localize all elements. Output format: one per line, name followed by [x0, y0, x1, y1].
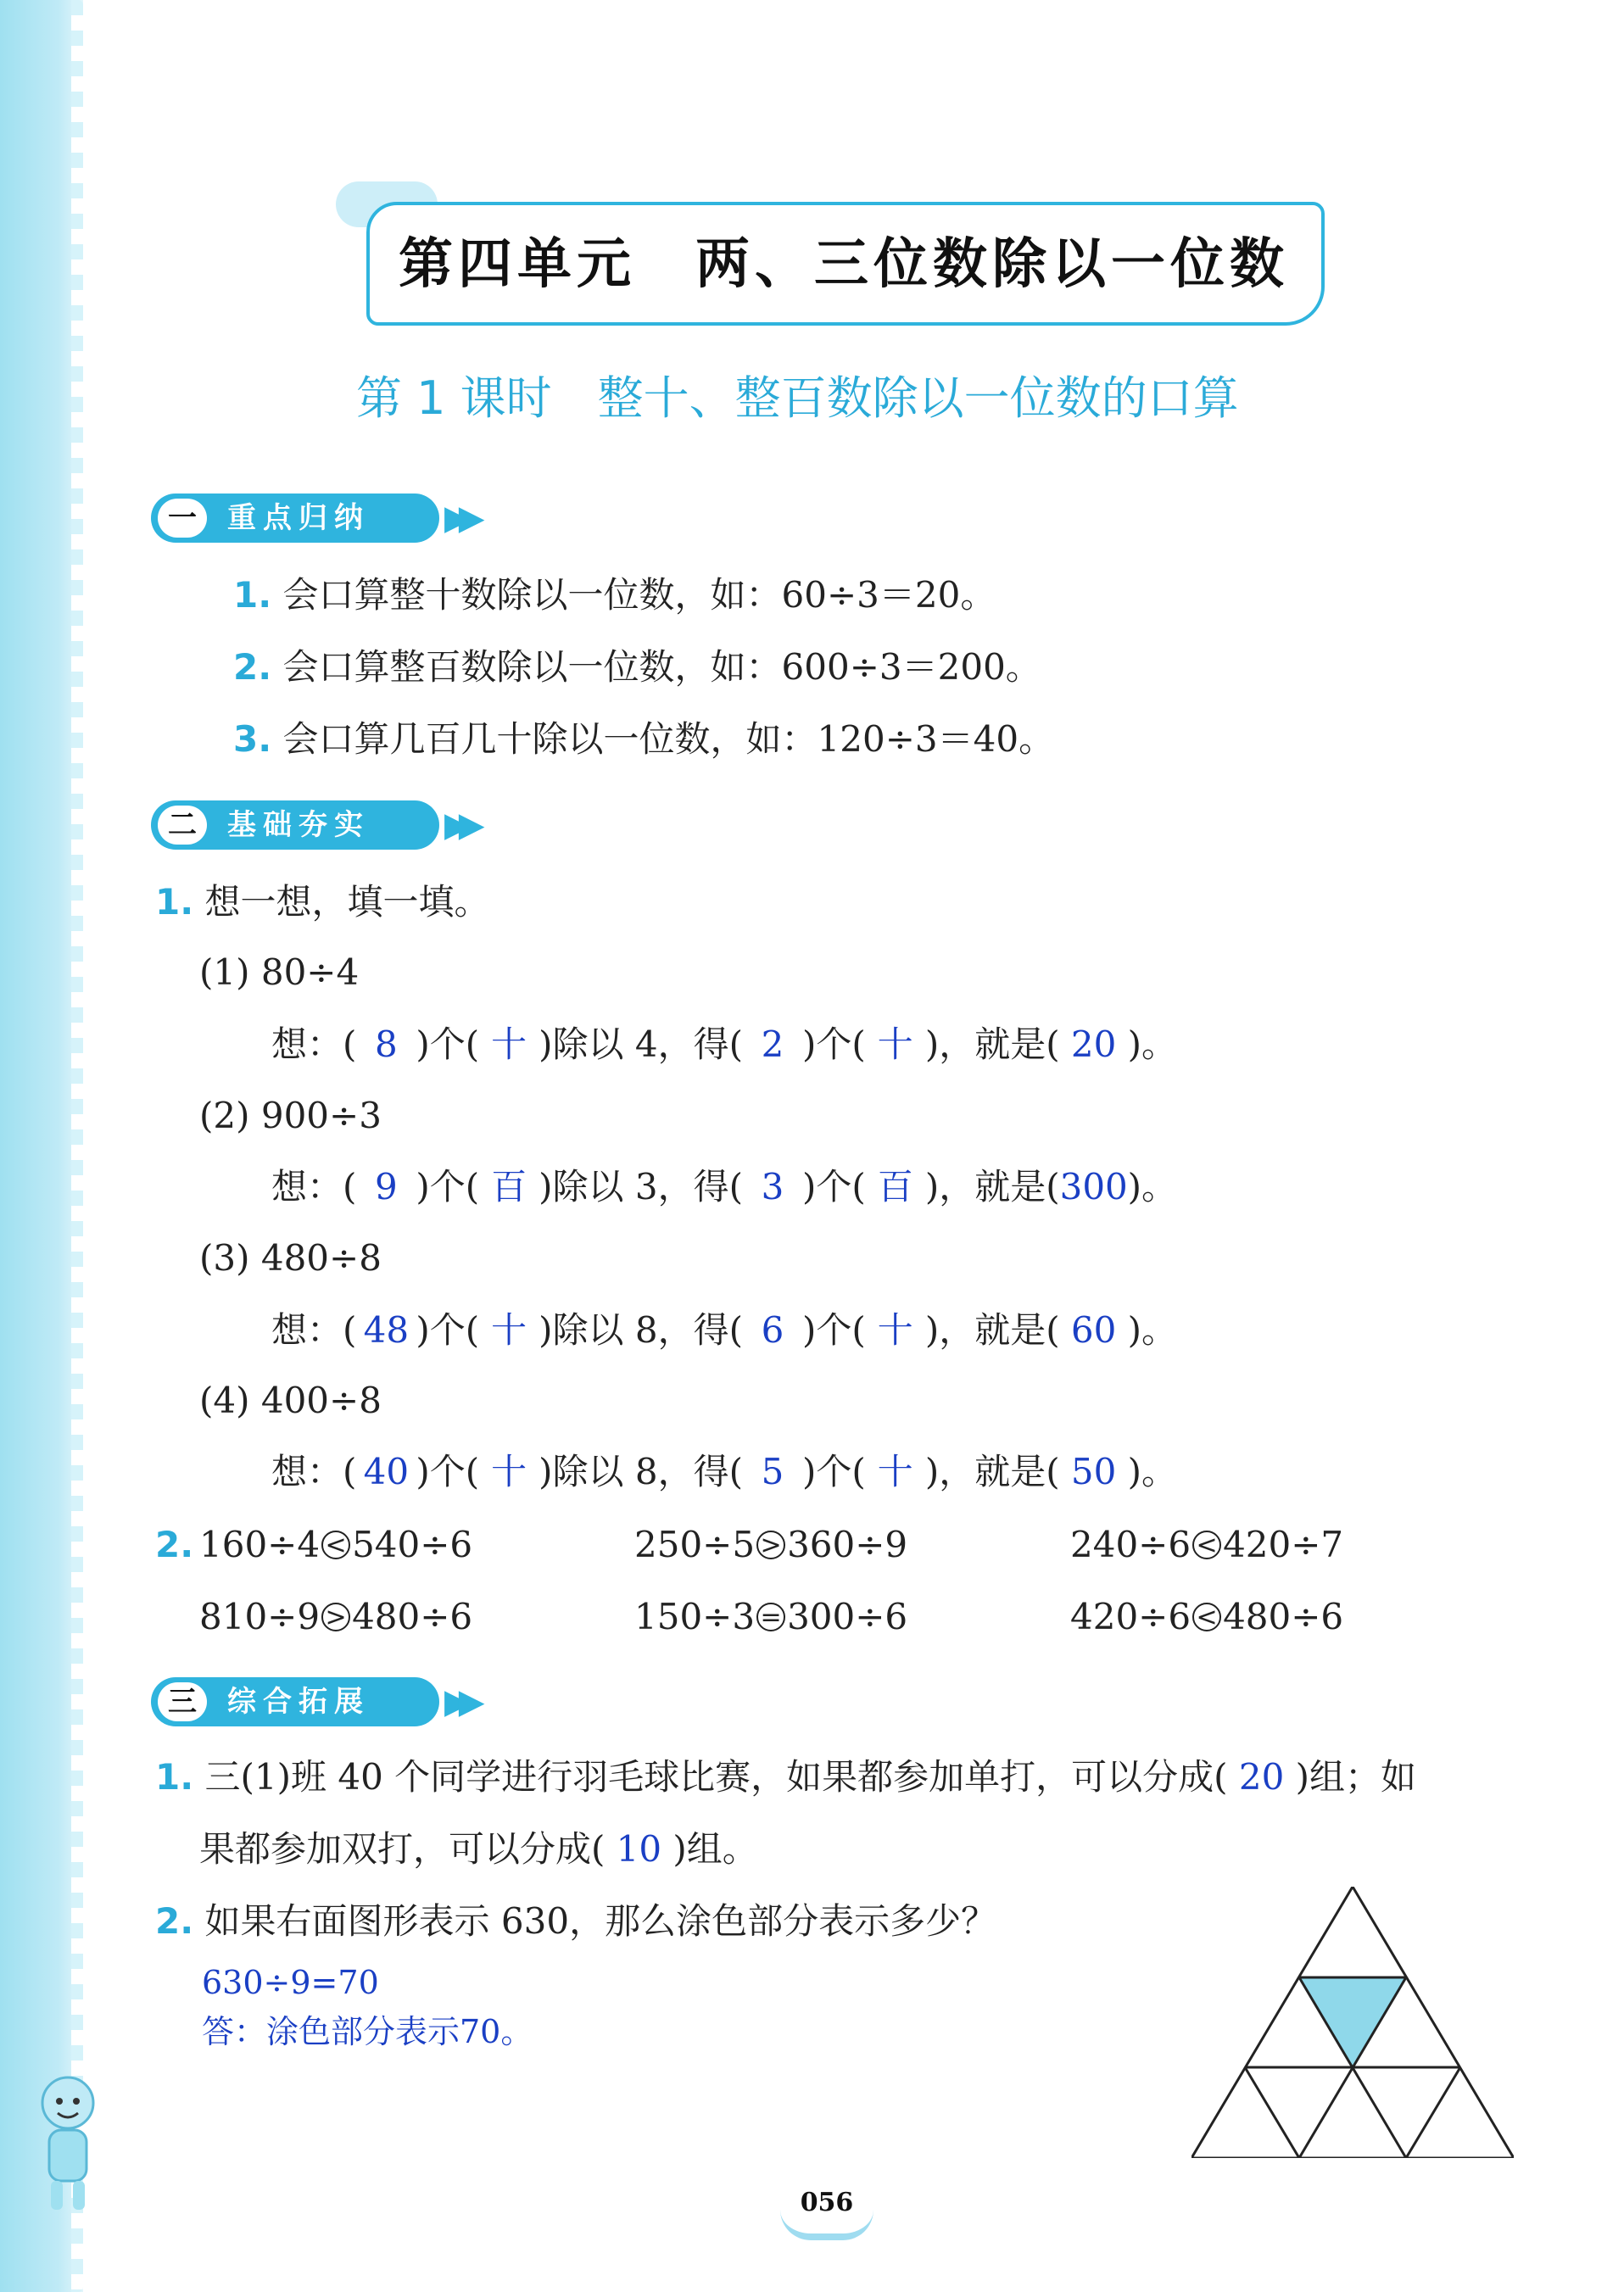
comparison-circle[interactable]: < [1192, 1531, 1221, 1559]
answer-blank[interactable]: 十 [491, 1309, 527, 1351]
comparison-circle[interactable]: > [321, 1603, 350, 1631]
item-number: 1. [233, 574, 272, 616]
key-point-3 [233, 714, 1054, 765]
section-label: 重点归纳 [227, 501, 370, 535]
section-header-extend [151, 1677, 490, 1726]
basic-q1-prompt [155, 877, 490, 928]
basic-q2-number [155, 1520, 193, 1570]
answer-blank[interactable]: 3 [761, 1166, 784, 1207]
page-number: 056 [800, 2188, 854, 2217]
answer-blank[interactable]: 百 [877, 1166, 913, 1207]
question-number: 1. [155, 881, 194, 923]
answer-blank[interactable]: 十 [491, 1451, 527, 1492]
comparison-circle[interactable]: < [1192, 1603, 1221, 1631]
answer-blank[interactable]: 40 [363, 1451, 410, 1492]
q1-item-1-think: 想：( 8 )个( 十 )除以 4，得( 2 )个( 十 )，就是( 20 )。 [271, 1019, 1177, 1070]
section-number: 三 [158, 1682, 207, 1721]
section-number: 二 [158, 806, 207, 845]
double-arrow-icon: ▶▶ [444, 499, 473, 538]
grid-line [1406, 2067, 1460, 2158]
answer-blank[interactable]: 十 [877, 1451, 913, 1492]
question-number: 1. [155, 1756, 194, 1798]
lesson-title: 第 1 课时 整十、整百数除以一位数的口算 [356, 371, 1239, 425]
comparison-item: 240÷6 < 420÷7 [1070, 1524, 1344, 1565]
extend-q1-line2: 果都参加双打，可以分成( 10 )组。 [199, 1824, 758, 1875]
q1-item-4-think: 想：( 40 )个( 十 )除以 8，得( 5 )个( 十 )，就是( 50 )。 [271, 1447, 1177, 1497]
extend-q1-line1: 1. 三(1)班 40 个同学进行羽毛球比赛，如果都参加单打，可以分成( 20 )组；如 [155, 1752, 1416, 1803]
answer-blank[interactable]: 48 [363, 1309, 410, 1351]
answer-blank[interactable]: 十 [877, 1023, 913, 1065]
key-point-text: 会口算几百几十除以一位数，如：120÷3＝40。 [282, 718, 1055, 760]
q1-item-2-think: 想：( 9 )个( 百 )除以 3，得( 3 )个( 百 )，就是(300)。 [271, 1162, 1177, 1213]
extend-q2-work: 630÷9=70 [202, 1964, 379, 2001]
grid-line [1245, 2067, 1299, 2158]
answer-blank[interactable]: 2 [761, 1023, 784, 1065]
item-number: 3. [233, 718, 272, 760]
section-label: 基础夯实 [227, 808, 370, 842]
key-point-text: 会口算整十数除以一位数，如：60÷3＝20。 [282, 574, 996, 616]
answer-blank[interactable]: 6 [761, 1309, 784, 1351]
answer-blank[interactable]: 百 [491, 1166, 527, 1207]
question-text: 想一想，填一填。 [204, 881, 490, 923]
answer-blank[interactable]: 50 [1070, 1451, 1117, 1492]
key-point-2 [233, 642, 1041, 693]
section-number: 一 [158, 499, 207, 538]
question-number: 2. [155, 1900, 194, 1942]
triangle-figure [1191, 1887, 1514, 2158]
question-number: 2. [155, 1524, 194, 1565]
comparison-circle[interactable]: > [756, 1531, 785, 1559]
q1-item-4-label: (4) 400÷8 [199, 1380, 382, 1421]
q1-item-1-label: (1) 80÷4 [199, 951, 360, 993]
answer-blank[interactable]: 十 [491, 1023, 527, 1065]
q1-item-2-label: (2) 900÷3 [199, 1095, 382, 1136]
section-header-key-points [151, 494, 490, 543]
answer-blank[interactable]: 10 [616, 1828, 662, 1870]
comparison-circle[interactable]: = [756, 1603, 785, 1631]
extend-q2-prompt: 2. 如果右面图形表示 630，那么涂色部分表示多少？ [155, 1900, 997, 1942]
comparison-item: 150÷3 = 300÷6 [634, 1596, 908, 1637]
item-number: 2. [233, 646, 272, 688]
comparison-item: 250÷5 > 360÷9 [634, 1524, 908, 1565]
key-point-1 [233, 570, 996, 621]
answer-blank[interactable]: 9 [375, 1166, 398, 1207]
page-number-decoration [780, 2210, 873, 2240]
q1-item-3-label: (3) 480÷8 [199, 1237, 382, 1279]
answer-blank[interactable]: 十 [877, 1309, 913, 1351]
comparison-item: 160÷4 < 540÷6 [199, 1524, 473, 1565]
extend-q2-answer: 答：涂色部分表示70。 [202, 2013, 533, 2050]
shaded-triangle [1299, 1977, 1406, 2067]
child-mascot-illustration [25, 2069, 110, 2222]
answer-blank[interactable]: 8 [375, 1023, 398, 1065]
answer-blank[interactable]: 20 [1070, 1023, 1117, 1065]
comparison-circle[interactable]: < [321, 1531, 350, 1559]
section-header-basic [151, 800, 490, 850]
comparison-item: 420÷6 < 480÷6 [1070, 1596, 1344, 1637]
double-arrow-icon: ▶▶ [444, 806, 473, 845]
answer-blank[interactable]: 300 [1059, 1166, 1128, 1207]
answer-blank[interactable]: 20 [1238, 1756, 1285, 1798]
double-arrow-icon: ▶▶ [444, 1682, 473, 1721]
answer-blank[interactable]: 60 [1070, 1309, 1117, 1351]
side-decoration-strip [0, 0, 83, 2292]
q1-item-3-think: 想：( 48 )个( 十 )除以 8，得( 6 )个( 十 )，就是( 60 )。 [271, 1305, 1177, 1356]
key-point-text: 会口算整百数除以一位数，如：600÷3＝200。 [282, 646, 1041, 688]
section-label: 综合拓展 [227, 1685, 370, 1719]
answer-blank[interactable]: 5 [761, 1451, 784, 1492]
unit-title: 第四单元 两、三位数除以一位数 [399, 233, 1289, 296]
comparison-item: 810÷9 > 480÷6 [199, 1596, 473, 1637]
